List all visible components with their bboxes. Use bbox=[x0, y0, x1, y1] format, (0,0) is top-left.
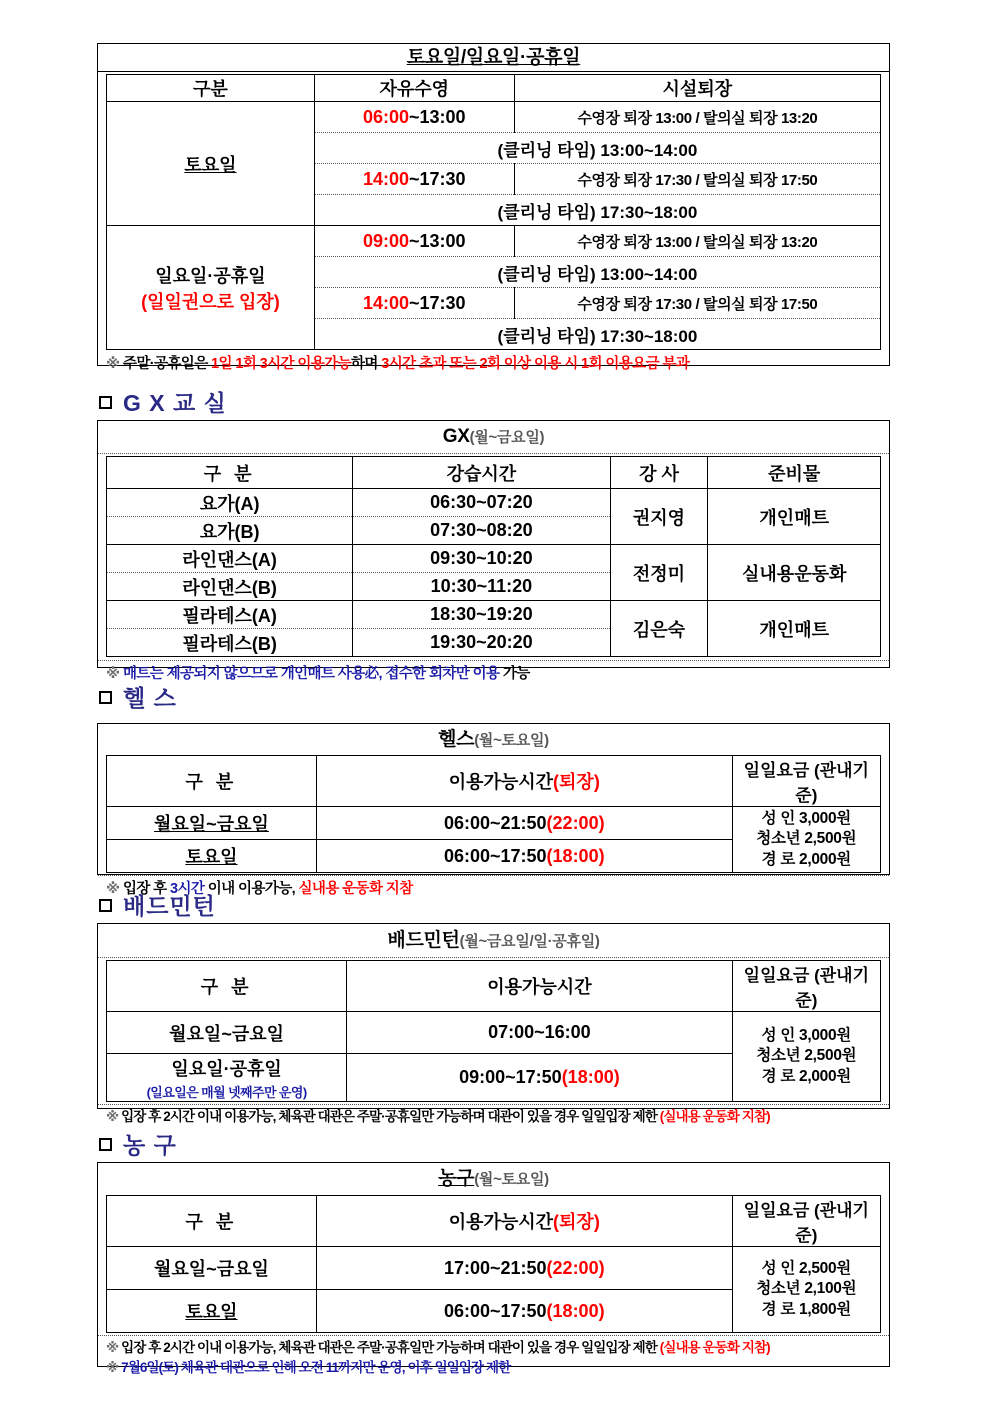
health-row-weekday bbox=[107, 807, 881, 840]
badminton-day-sublabel: (일요일은 매월 넷째주만 운영) bbox=[146, 1084, 307, 1100]
swim-time-sat-1: 06:00~13:00 bbox=[314, 102, 514, 133]
basketball-schedule-block bbox=[97, 1162, 890, 1375]
gx-class-name: 요가(A) bbox=[107, 489, 353, 517]
badminton-day-label: 월요일~금요일 bbox=[107, 1012, 347, 1054]
swim-note-mark: ※ bbox=[106, 356, 120, 372]
health-fee-cell bbox=[732, 807, 880, 873]
swim-exit-sun-1: 수영장 퇴장 13:00 / 탈의실 퇴장 13:20 bbox=[514, 226, 880, 257]
basketball-day-label: 월요일~금요일 bbox=[107, 1247, 317, 1290]
badminton-col-category: 구 분 bbox=[107, 961, 347, 1012]
fee-youth: 청소년 2,500원 bbox=[756, 830, 857, 848]
basketball-col-fee: 일일요금 (관내기준) bbox=[732, 1196, 880, 1247]
health-col-time: 이용가능시간(퇴장) bbox=[316, 756, 732, 807]
health-col-fee: 일일요금 (관내기준) bbox=[732, 756, 880, 807]
badminton-schedule-block bbox=[97, 923, 890, 1124]
gx-class-time: 07:30~08:20 bbox=[353, 517, 610, 545]
swim-caption-text: 토요일/일요일·공휴일 bbox=[406, 47, 581, 68]
gx-class-time: 19:30~20:20 bbox=[353, 629, 610, 657]
health-col-category: 구 분 bbox=[107, 756, 317, 807]
gx-row-pilates-a bbox=[107, 601, 881, 629]
basketball-caption-main: 농구 bbox=[438, 1168, 475, 1189]
swim-row-sat-1 bbox=[107, 102, 881, 133]
checkbox-square-icon bbox=[99, 1138, 112, 1151]
health-table bbox=[106, 755, 881, 873]
gx-supply-2: 실내용운동화 bbox=[708, 545, 881, 601]
swim-time-sat-2: 14:00~17:30 bbox=[314, 164, 514, 195]
swim-note-p4: 3시간 초과 또는 2회 이상 이용 시 1회 이용요금 부과 bbox=[381, 356, 690, 372]
basketball-time: 06:00~17:50(18:00) bbox=[316, 1290, 732, 1333]
swim-col-exit: 시설퇴장 bbox=[514, 75, 880, 102]
section-heading-gx bbox=[99, 385, 227, 418]
section-heading-basketball-label: 농 구 bbox=[123, 1132, 177, 1158]
swim-exit-sat-2: 수영장 퇴장 17:30 / 탈의실 퇴장 17:50 bbox=[514, 164, 880, 195]
health-note-p4: 실내용 운동화 지참 bbox=[298, 881, 413, 897]
basketball-note2-mark: ※ bbox=[106, 1359, 119, 1375]
health-caption bbox=[98, 724, 889, 755]
fee-senior: 경 로 1,800원 bbox=[761, 1300, 851, 1318]
swim-time-sun-1: 09:00~13:00 bbox=[314, 226, 514, 257]
basketball-header-row bbox=[107, 1196, 881, 1247]
section-heading-basketball bbox=[99, 1127, 177, 1160]
fee-adult: 성 인 3,000원 bbox=[761, 810, 851, 828]
swim-exit-sun-2: 수영장 퇴장 17:30 / 탈의실 퇴장 17:50 bbox=[514, 288, 880, 319]
gx-class-time: 18:30~19:20 bbox=[353, 601, 610, 629]
badminton-note-p1: 입장 후 2시간 이내 이용가능, 체육관 대관은 주말·공휴일만 가능하며 대관이 있을 경우 일일입장 제한 bbox=[121, 1109, 657, 1124]
gx-caption-main: GX bbox=[442, 426, 470, 447]
badminton-col-time: 이용가능시간 bbox=[347, 961, 732, 1012]
badminton-time: 09:00~17:50(18:00) bbox=[347, 1054, 732, 1102]
fee-senior: 경 로 2,000원 bbox=[761, 1067, 851, 1085]
gx-instructor-2: 전정미 bbox=[610, 545, 708, 601]
health-note-p3: 이내 이용가능, bbox=[207, 881, 296, 897]
gx-class-name: 라인댄스(B) bbox=[107, 573, 353, 601]
gx-note bbox=[98, 660, 889, 685]
swim-clean-sun-1: (클리닝 타임) 13:00~14:00 bbox=[314, 257, 880, 288]
basketball-day-label: 토요일 bbox=[107, 1290, 317, 1333]
basketball-fee-cell bbox=[732, 1247, 880, 1333]
swim-note-p2: 1일 1회 3시간 이용가능 bbox=[211, 356, 351, 372]
gx-note-p1: 매트는 제공되지 않으므로 개인매트 사용必, 접수한 회차만 이용 bbox=[122, 666, 500, 682]
gx-class-name: 라인댄스(A) bbox=[107, 545, 353, 573]
badminton-table bbox=[106, 960, 881, 1102]
health-schedule-block bbox=[97, 723, 890, 897]
gx-instructor-1: 권지영 bbox=[610, 489, 708, 545]
basketball-note-2 bbox=[98, 1358, 889, 1378]
health-header-row bbox=[107, 756, 881, 807]
swim-clean-sat-1: (클리닝 타임) 13:00~14:00 bbox=[314, 133, 880, 164]
badminton-col-fee: 일일요금 (관내기준) bbox=[732, 961, 880, 1012]
gx-class-name: 필라테스(B) bbox=[107, 629, 353, 657]
health-note bbox=[98, 875, 889, 900]
basketball-note1-p2: (실내용 운동화 지참) bbox=[659, 1340, 770, 1355]
swim-header-row bbox=[107, 75, 881, 102]
health-time: 06:00~21:50(22:00) bbox=[316, 807, 732, 840]
fee-youth: 청소년 2,500원 bbox=[756, 1047, 857, 1065]
gx-col-category: 구 분 bbox=[107, 457, 353, 489]
gx-instructor-3: 김은숙 bbox=[610, 601, 708, 657]
badminton-header-row bbox=[107, 961, 881, 1012]
swim-schedule-block bbox=[97, 43, 890, 372]
gx-note-mark: ※ bbox=[106, 666, 120, 682]
gx-row-linedance-a bbox=[107, 545, 881, 573]
fee-adult: 성 인 2,500원 bbox=[761, 1260, 851, 1278]
badminton-caption-sub: (월~금요일/일·공휴일) bbox=[459, 933, 600, 950]
health-note-mark: ※ bbox=[106, 881, 120, 897]
basketball-row-weekday bbox=[107, 1247, 881, 1290]
fee-adult: 성 인 3,000원 bbox=[761, 1027, 851, 1045]
gx-header-row bbox=[107, 457, 881, 489]
gx-caption-sub: (월~금요일) bbox=[469, 429, 545, 446]
swim-clean-sat-2: (클리닝 타임) 17:30~18:00 bbox=[314, 195, 880, 226]
gx-schedule-block bbox=[97, 420, 890, 682]
gx-class-time: 06:30~07:20 bbox=[353, 489, 610, 517]
health-day-label: 월요일~금요일 bbox=[107, 807, 317, 840]
swim-group-sublabel-sunday: (일일권으로 입장) bbox=[141, 291, 280, 312]
swim-clean-sun-2: (클리닝 타임) 17:30~18:00 bbox=[314, 319, 880, 350]
basketball-caption-sub: (월~토요일) bbox=[474, 1171, 549, 1188]
badminton-caption-main: 배드민턴 bbox=[387, 930, 460, 951]
checkbox-square-icon bbox=[99, 899, 112, 912]
badminton-note-mark: ※ bbox=[106, 1109, 119, 1124]
badminton-caption bbox=[98, 924, 889, 958]
badminton-note-p2: (실내용 운동화 지참) bbox=[659, 1109, 770, 1124]
gx-row-yoga-a bbox=[107, 489, 881, 517]
checkbox-square-icon bbox=[99, 691, 112, 704]
swim-col-category: 구분 bbox=[107, 75, 315, 102]
swim-note-p3: 하며 bbox=[350, 356, 378, 372]
gx-supply-1: 개인매트 bbox=[708, 489, 881, 545]
basketball-note-1 bbox=[98, 1335, 889, 1358]
gx-class-time: 10:30~11:20 bbox=[353, 573, 610, 601]
badminton-day-label: 일요일·공휴일 (일요일은 매월 넷째주만 운영) bbox=[107, 1054, 347, 1102]
checkbox-square-icon bbox=[99, 396, 112, 409]
gx-col-supplies: 준비물 bbox=[708, 457, 881, 489]
gx-note-p2: 가능 bbox=[502, 666, 530, 682]
section-heading-badminton-label: 배드민턴 bbox=[123, 893, 216, 919]
swim-caption bbox=[98, 44, 889, 72]
swim-exit-sat-1: 수영장 퇴장 13:00 / 탈의실 퇴장 13:20 bbox=[514, 102, 880, 133]
basketball-col-time: 이용가능시간(퇴장) bbox=[316, 1196, 732, 1247]
badminton-fee-cell bbox=[732, 1012, 880, 1102]
gx-table bbox=[106, 456, 881, 657]
health-day-label: 토요일 bbox=[107, 840, 317, 873]
basketball-note1-mark: ※ bbox=[106, 1340, 119, 1355]
section-heading-health-label: 헬 스 bbox=[123, 685, 177, 711]
gx-col-instructor: 강 사 bbox=[610, 457, 708, 489]
gx-class-name: 요가(B) bbox=[107, 517, 353, 545]
gx-col-time: 강습시간 bbox=[353, 457, 610, 489]
swim-row-sun-1 bbox=[107, 226, 881, 257]
badminton-row-weekday bbox=[107, 1012, 881, 1054]
swim-col-freeswim: 자유수영 bbox=[314, 75, 514, 102]
fee-senior: 경 로 2,000원 bbox=[761, 850, 851, 868]
swim-note bbox=[98, 354, 889, 375]
health-caption-main: 헬스 bbox=[438, 729, 475, 750]
badminton-time: 07:00~16:00 bbox=[347, 1012, 732, 1054]
fee-youth: 청소년 2,100원 bbox=[756, 1280, 857, 1298]
basketball-col-category: 구 분 bbox=[107, 1196, 317, 1247]
basketball-table bbox=[106, 1195, 881, 1333]
swim-table bbox=[106, 74, 881, 350]
health-note-p1: 입장 후 bbox=[122, 881, 167, 897]
basketball-caption bbox=[98, 1163, 889, 1195]
swim-note-p1: 주말·공휴일은 bbox=[122, 356, 208, 372]
gx-class-time: 09:30~10:20 bbox=[353, 545, 610, 573]
swim-group-label-sunday: 일요일·공휴일 (일일권으로 입장) bbox=[107, 226, 315, 350]
basketball-note1-p1: 입장 후 2시간 이내 이용가능, 체육관 대관은 주말·공휴일만 가능하며 대관이 있을 경우 일일입장 제한 bbox=[121, 1340, 657, 1355]
health-note-p2: 3시간 bbox=[170, 881, 205, 897]
health-caption-sub: (월~토요일) bbox=[474, 732, 549, 749]
basketball-note2-p1: 7월6일(토) 체육관 대관으로 인해 오전 11까지만 운영, 이후 일일입장 제한 bbox=[121, 1359, 511, 1375]
gx-class-name: 필라테스(A) bbox=[107, 601, 353, 629]
health-time: 06:00~17:50(18:00) bbox=[316, 840, 732, 873]
gx-caption bbox=[98, 421, 889, 454]
basketball-time: 17:00~21:50(22:00) bbox=[316, 1247, 732, 1290]
section-heading-badminton bbox=[99, 888, 216, 921]
gx-supply-3: 개인매트 bbox=[708, 601, 881, 657]
section-heading-gx-label: G X 교 실 bbox=[123, 390, 227, 416]
badminton-note bbox=[98, 1104, 889, 1127]
section-heading-health bbox=[99, 680, 177, 713]
swim-time-sun-2: 14:00~17:30 bbox=[314, 288, 514, 319]
swim-group-label-saturday: 토요일 bbox=[107, 102, 315, 226]
